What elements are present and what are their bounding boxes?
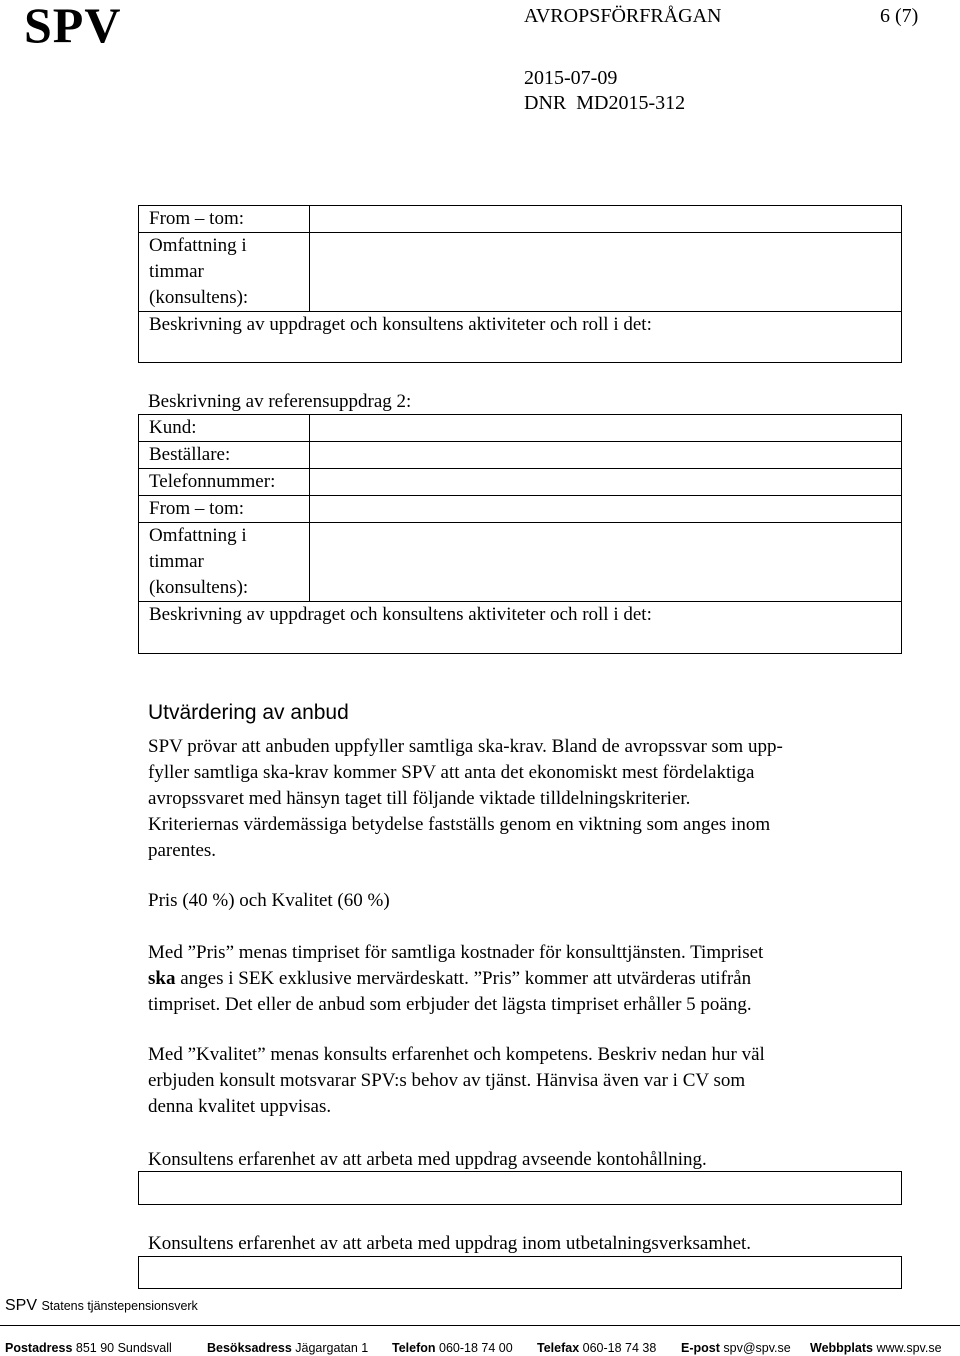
page-number: 6 (7) xyxy=(880,5,919,27)
evaluation-heading: Utvärdering av anbud xyxy=(148,701,349,724)
footer-telefon: Telefon 060-18 74 00 xyxy=(392,1341,513,1355)
footer-epost-link[interactable]: spv@spv.se xyxy=(723,1341,791,1355)
reference-2-table xyxy=(138,414,902,654)
bestallare-field[interactable] xyxy=(310,442,902,469)
scope-field[interactable] xyxy=(310,523,902,602)
spv-logo: SPV xyxy=(24,0,122,53)
price-paragraph: Med ”Pris” menas timpriset för samtliga kostnader för konsulttjänsten. Timpriset ska anges i SEK exklusive mervärdeskatt. ”Pris” kommer att utvärderas utifrån timpriset. Det eller de anbud som erbjuder det lägsta timpriset erhåller 5 poäng. xyxy=(148,942,764,1015)
question-utbetalning: Konsultens erfarenhet av att arbeta med uppdrag inom utbetalningsverksamhet. xyxy=(148,1233,752,1254)
answer-kontohallning-field[interactable] xyxy=(138,1171,902,1205)
reference-1-table xyxy=(138,205,902,363)
document-date: 2015-07-09 xyxy=(524,67,618,89)
footer-organization xyxy=(5,1297,198,1315)
from-tom-field[interactable] xyxy=(310,496,902,523)
evaluation-intro: SPV prövar att anbuden uppfyller samtliga ska-krav. Bland de avropssvar som upp- fyller samtliga ska-krav kommer SPV att anta det ekonomiskt mest fördelaktiga avropssvaret med hänsyn taget till följande viktade tilldelningskriterier. Kriteriernas värdemässiga betydelse fastställs genom en viktning som anges inom parentes. xyxy=(148,736,783,861)
scope-label: Omfattning i timmar (konsultens): xyxy=(139,233,310,312)
from-tom-field[interactable] xyxy=(310,206,902,233)
answer-utbetalning-field[interactable] xyxy=(138,1256,902,1289)
scope-field[interactable] xyxy=(310,233,902,312)
from-tom-label: From – tom: xyxy=(139,496,310,523)
reference-2-title: Beskrivning av referensuppdrag 2: xyxy=(148,391,412,412)
footer-epost: E-post spv@spv.se xyxy=(681,1341,791,1355)
footer-org-abbr: SPV xyxy=(5,1297,38,1314)
quality-paragraph: Med ”Kvalitet” menas konsults erfarenhet och kompetens. Beskriv nedan hur väl erbjuden konsult motsvarar SPV:s behov av tjänst. Hänvisa även var i CV som denna kvalitet uppvisas. xyxy=(148,1044,765,1117)
scope-label: Omfattning i timmar (konsultens): xyxy=(139,523,310,602)
telefon-label: Telefonnummer: xyxy=(139,469,310,496)
kund-label: Kund: xyxy=(139,415,310,442)
document-type: AVROPSFÖRFRÅGAN xyxy=(524,5,722,27)
footer-webbplats: Webbplats www.spv.se xyxy=(810,1341,942,1355)
weighting-text: Pris (40 %) och Kvalitet (60 %) xyxy=(148,890,390,911)
footer-telefax: Telefax 060-18 74 38 xyxy=(537,1341,657,1355)
footer-divider xyxy=(0,1325,960,1326)
telefon-field[interactable] xyxy=(310,469,902,496)
footer-besoksadress: Besöksadress Jägargatan 1 xyxy=(207,1341,369,1355)
description-field[interactable]: Beskrivning av uppdraget och konsultens aktiviteter och roll i det: xyxy=(139,312,902,363)
kund-field[interactable] xyxy=(310,415,902,442)
question-kontohallning: Konsultens erfarenhet av att arbeta med uppdrag avseende kontohållning. xyxy=(148,1149,707,1170)
document-dnr: DNR MD2015-312 xyxy=(524,92,686,114)
from-tom-label: From – tom: xyxy=(139,206,310,233)
description-field[interactable]: Beskrivning av uppdraget och konsultens aktiviteter och roll i det: xyxy=(139,602,902,654)
bestallare-label: Beställare: xyxy=(139,442,310,469)
footer-webbplats-link[interactable]: www.spv.se xyxy=(876,1341,942,1355)
footer-postadress: Postadress 851 90 Sundsvall xyxy=(5,1341,172,1355)
footer-org-name: Statens tjänstepensionsverk xyxy=(41,1299,198,1313)
